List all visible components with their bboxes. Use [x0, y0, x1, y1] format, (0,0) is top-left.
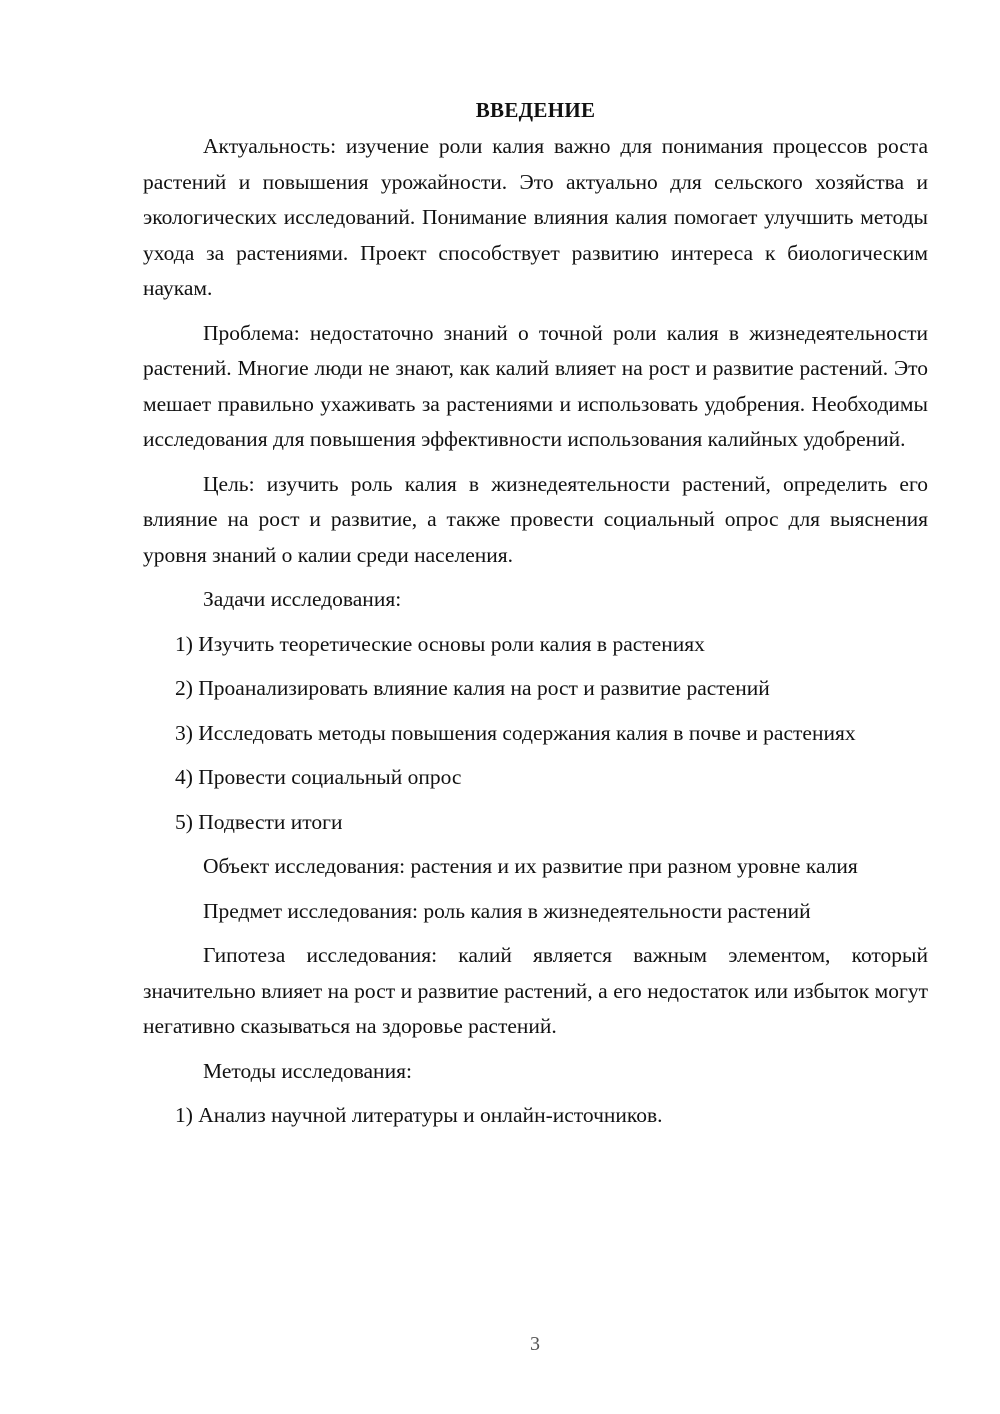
- task-item-4: 4) Провести социальный опрос: [175, 765, 462, 789]
- method-item-1: 1) Анализ научной литературы и онлайн-источников.: [175, 1103, 663, 1127]
- section-heading: ВВЕДЕНИЕ: [475, 98, 596, 122]
- goal-paragraph: Цель: изучить роль калия в жизнедеятельности растений, определить его влияние на рост и развитие, а также провести социальный опрос для выяснения уровня знаний о калии среди населения.: [143, 471, 928, 567]
- tasks-title: Задачи исследования:: [203, 587, 402, 611]
- hypothesis-paragraph: Гипотеза исследования: калий является важным элементом, который значительно влияет на рост и развитие растений, а его недостаток или избыток могут негативно сказываться на здоровье растений.: [143, 943, 928, 1038]
- relevance-paragraph: Актуальность: изучение роли калия важно для понимания процессов роста растений и повышения урожайности. Это актуально для сельского хозяйства и экологических исследований. Понимание влияния калия помогает улучшить методы ухода за растениями. Проект способствует развитию интереса к биологическим наукам.: [143, 134, 928, 300]
- problem-paragraph: Проблема: недостаточно знаний о точной роли калия в жизнедеятельности растений. Многие люди не знают, как калий влияет на рост и развитие растений. Это мешает правильно ухаживать за растениями и использовать удобрения. Необходимы исследования для повышения эффективности использования калийных удобрений.: [143, 320, 928, 451]
- page-number: 3: [530, 1333, 540, 1355]
- subject-paragraph: Предмет исследования: роль калия в жизнедеятельности растений: [203, 898, 811, 923]
- methods-title: Методы исследования:: [203, 1058, 412, 1083]
- document-page: [143, 95, 928, 1143]
- object-paragraph: Объект исследования: растения и их развитие при разном уровне калия: [203, 854, 858, 878]
- task-item-2: 2) Проанализировать влияние калия на рост и развитие растений: [175, 676, 770, 700]
- task-item-1: 1) Изучить теоретические основы роли калия в растениях: [175, 631, 705, 656]
- task-item-3: 3) Исследовать методы повышения содержания калия в почве и растениях: [175, 720, 856, 745]
- task-item-5: 5) Подвести итоги: [175, 809, 343, 834]
